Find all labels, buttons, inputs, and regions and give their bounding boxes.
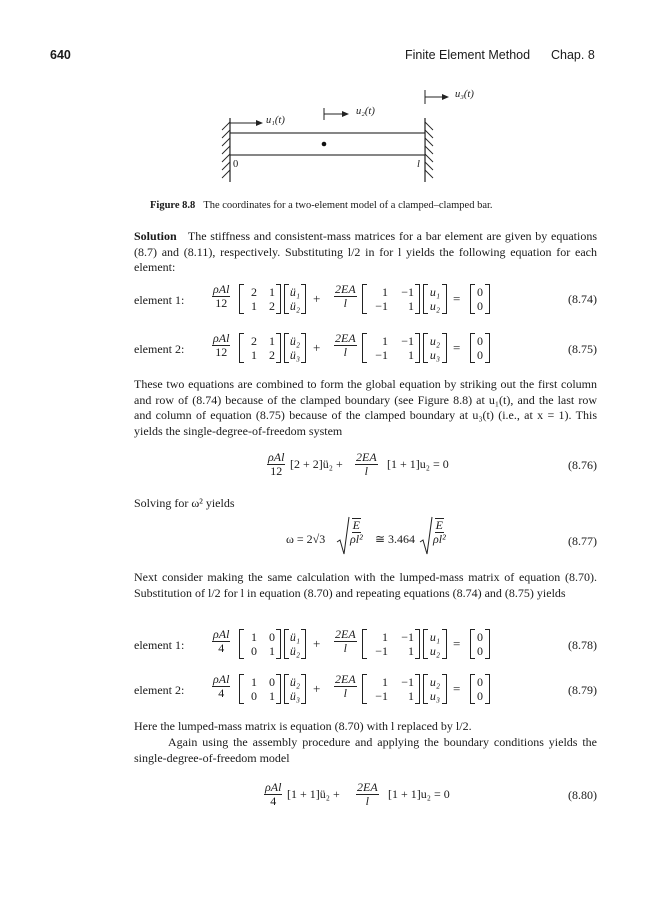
m11: 2 (251, 334, 257, 348)
accel-vector-75 (284, 333, 306, 363)
m22: 1 (269, 689, 275, 703)
u1-label: u₁(t) (266, 115, 285, 126)
k21: −1 (375, 348, 388, 362)
accel-2: ü₂ (289, 644, 301, 658)
u2-arrowhead (342, 111, 349, 117)
element2-label-b: element 2: (134, 683, 185, 697)
element1-label-a: element 1: (134, 293, 185, 307)
coef-den: l (365, 794, 369, 808)
left-wall-hatching (222, 122, 230, 178)
m11: 2 (251, 285, 257, 299)
coef-num: ρAl (213, 672, 230, 686)
accel-2: ü₂ (289, 299, 301, 313)
eq80-stiff-term: [1 + 1]u₂ = 0 (388, 787, 450, 801)
mass-coef-79 (212, 673, 230, 700)
chapter-label: Chap. 8 (551, 48, 595, 62)
zero-vector-78 (470, 629, 490, 659)
m12: 1 (269, 334, 275, 348)
accel-2: ü₃ (289, 689, 301, 703)
mass-coef-74 (212, 283, 230, 310)
frac-den: ρl² (350, 532, 363, 546)
k22: 1 (408, 299, 414, 313)
disp-vector-78 (423, 629, 447, 659)
m22: 2 (269, 299, 275, 313)
coef-den: l (343, 686, 347, 700)
m22: 2 (269, 348, 275, 362)
lumped-paragraph: Next consider making the same calculation with the lumped-mass matrix of equation (8.70). Substitution of l/2 for l in equation (8.70) and repeating equations (8.74) and (8.75) yields (134, 570, 597, 600)
stiffness-matrix-75 (362, 333, 420, 363)
k11: 1 (382, 675, 388, 689)
m21: 0 (251, 644, 257, 658)
coef-den: 4 (218, 641, 225, 655)
lumped-mass-matrix-79 (239, 674, 281, 704)
sqrt-sign-1 (336, 516, 350, 556)
k11: 1 (382, 630, 388, 644)
plus-op: + (313, 340, 321, 355)
disp-2: u₂ (429, 299, 441, 313)
eq77-mid: ≅ 3.464 (375, 532, 416, 546)
bar-figure (210, 80, 450, 190)
solution-label: Solution (134, 229, 177, 243)
disp-vector-79 (423, 674, 447, 704)
m11: 1 (251, 630, 257, 644)
eqnum-880: (8.80) (568, 788, 597, 802)
zero-vector-74 (470, 284, 490, 314)
zero-2: 0 (477, 689, 483, 703)
midpoint-node (322, 142, 327, 147)
stiff-coef-79 (334, 673, 357, 700)
eq77-lhs: ω = 2√3 (286, 532, 326, 546)
mass-matrix-75 (239, 333, 281, 363)
m11: 1 (251, 675, 257, 689)
k11: 1 (382, 285, 388, 299)
frac-num: E (435, 518, 444, 532)
stiff-coef-78 (334, 628, 357, 655)
k12: −1 (401, 675, 414, 689)
k12: −1 (401, 630, 414, 644)
left-end-label: 0 (233, 159, 239, 170)
m12: 0 (269, 630, 275, 644)
coef-den: l (343, 296, 347, 310)
coef-den: l (343, 641, 347, 655)
coef-num: ρAl (213, 627, 230, 641)
coef-num: 2EA (335, 672, 356, 686)
zero-1: 0 (477, 675, 483, 689)
coef-num: 2EA (335, 627, 356, 641)
mass-coef-76 (267, 451, 285, 478)
coef-den: 12 (215, 296, 228, 310)
zero-2: 0 (477, 299, 483, 313)
figure-caption-label: Figure 8.8 (150, 200, 196, 211)
stiff-coef-80 (356, 781, 379, 808)
coef-den: 12 (270, 464, 283, 478)
coef-den: 4 (270, 794, 277, 808)
equals-op: = (453, 681, 461, 696)
stiffness-matrix-79 (362, 674, 420, 704)
m12: 1 (269, 285, 275, 299)
sqrt-frac-1 (349, 518, 364, 546)
accel-2: ü₃ (289, 348, 301, 362)
element2-label-a: element 2: (134, 342, 185, 356)
assembly-again-paragraph: Again using the assembly procedure and applying the boundary conditions yields the single-degree-of-freedom model (134, 735, 597, 765)
equals-op: = (453, 291, 461, 306)
page-number: 640 (50, 48, 71, 62)
k21: −1 (375, 299, 388, 313)
figure-caption (150, 200, 493, 211)
zero-2: 0 (477, 644, 483, 658)
accel-1: ü₂ (289, 675, 301, 689)
stiff-coef-74 (334, 283, 357, 310)
m22: 1 (269, 644, 275, 658)
k22: 1 (408, 644, 414, 658)
eqnum-874: (8.74) (568, 292, 597, 306)
coef-den: l (364, 464, 368, 478)
eqnum-878: (8.78) (568, 638, 597, 652)
coef-den: l (343, 345, 347, 359)
accel-1: ü₁ (289, 285, 301, 299)
para1-text: The stiffness and consistent-mass matrices for a bar element are given by equations (8.7) and (8.11), respectively. Substituting l/2 in for l yields the following equation for each element: (134, 229, 597, 275)
stiff-coef-76 (355, 451, 378, 478)
accel-vector-74 (284, 284, 306, 314)
accel-1: ü₂ (289, 334, 301, 348)
element1-label-b: element 1: (134, 638, 185, 652)
u2-label: u₂(t) (356, 106, 375, 117)
zero-2: 0 (477, 348, 483, 362)
stiffness-matrix-78 (362, 629, 420, 659)
zero-1: 0 (477, 334, 483, 348)
figure-caption-text: The coordinates for a two-element model of a clamped–clamped bar. (203, 200, 493, 211)
accel-vector-79 (284, 674, 306, 704)
frac-num: E (352, 518, 361, 532)
coef-den: 12 (215, 345, 228, 359)
m21: 0 (251, 689, 257, 703)
k11: 1 (382, 334, 388, 348)
coef-num: 2EA (335, 331, 356, 345)
disp-2: u₃ (429, 689, 441, 703)
assembly-paragraph: These two equations are combined to form the global equation by striking out the first column and row of (8.74) because of the clamped boundary (see Figure 8.8) at u₁(t), and the last row and column of equation (8.75) because of the clamped boundary at u₃(t) (i.e., at x = 1). This yields the single-degree-of-freedom system (134, 377, 597, 439)
running-title: Finite Element Method (405, 48, 531, 62)
zero-vector-79 (470, 674, 490, 704)
eq76-mass-term: [2 + 2]ü₂ + (290, 457, 343, 471)
plus-op: + (313, 291, 321, 306)
u1-arrowhead (256, 120, 263, 126)
coef-den: 4 (218, 686, 225, 700)
zero-vector-75 (470, 333, 490, 363)
k22: 1 (408, 348, 414, 362)
stiff-coef-75 (334, 332, 357, 359)
m21: 1 (251, 348, 257, 362)
zero-1: 0 (477, 285, 483, 299)
k12: −1 (401, 285, 414, 299)
coef-num: 2EA (335, 282, 356, 296)
sqrt-frac-2 (432, 518, 447, 546)
disp-1: u₂ (429, 334, 441, 348)
solution-paragraph (134, 229, 597, 276)
u3-arrowhead (442, 94, 449, 100)
disp-2: u₂ (429, 644, 441, 658)
u3-label: u₃(t) (455, 89, 474, 100)
k21: −1 (375, 689, 388, 703)
sqrt-sign-2 (419, 516, 433, 556)
eqnum-877: (8.77) (568, 534, 597, 548)
right-end-label: l (417, 159, 420, 170)
lumped-mass-matrix-78 (239, 629, 281, 659)
k12: −1 (401, 334, 414, 348)
k22: 1 (408, 689, 414, 703)
disp-vector-74 (423, 284, 447, 314)
eqnum-879: (8.79) (568, 683, 597, 697)
m12: 0 (269, 675, 275, 689)
eq80-mass-term: [1 + 1]ü₂ + (287, 787, 340, 801)
plus-op: + (313, 681, 321, 696)
bar-rect (230, 133, 425, 155)
right-wall-hatching (425, 122, 433, 178)
disp-1: u₂ (429, 675, 441, 689)
eqnum-875: (8.75) (568, 342, 597, 356)
accel-vector-78 (284, 629, 306, 659)
disp-1: u₁ (429, 285, 441, 299)
k21: −1 (375, 644, 388, 658)
coef-num: ρAl (268, 450, 285, 464)
lumped-note-paragraph: Here the lumped-mass matrix is equation (8.70) with l replaced by l/2. (134, 719, 472, 733)
mass-matrix-74 (239, 284, 281, 314)
coef-num: ρAl (213, 282, 230, 296)
disp-vector-75 (423, 333, 447, 363)
plus-op: + (313, 636, 321, 651)
mass-coef-80 (264, 781, 282, 808)
disp-1: u₁ (429, 630, 441, 644)
zero-1: 0 (477, 630, 483, 644)
solving-paragraph: Solving for ω² yields (134, 496, 235, 510)
coef-num: ρAl (213, 331, 230, 345)
mass-coef-78 (212, 628, 230, 655)
eqnum-876: (8.76) (568, 458, 597, 472)
coef-num: 2EA (356, 450, 377, 464)
equals-op: = (453, 636, 461, 651)
coef-num: ρAl (265, 780, 282, 794)
disp-2: u₃ (429, 348, 441, 362)
frac-den: ρl² (433, 532, 446, 546)
eq76-stiff-term: [1 + 1]u₂ = 0 (387, 457, 449, 471)
accel-1: ü₁ (289, 630, 301, 644)
stiffness-matrix-74 (362, 284, 420, 314)
coef-num: 2EA (357, 780, 378, 794)
mass-coef-75 (212, 332, 230, 359)
equals-op: = (453, 340, 461, 355)
m21: 1 (251, 299, 257, 313)
